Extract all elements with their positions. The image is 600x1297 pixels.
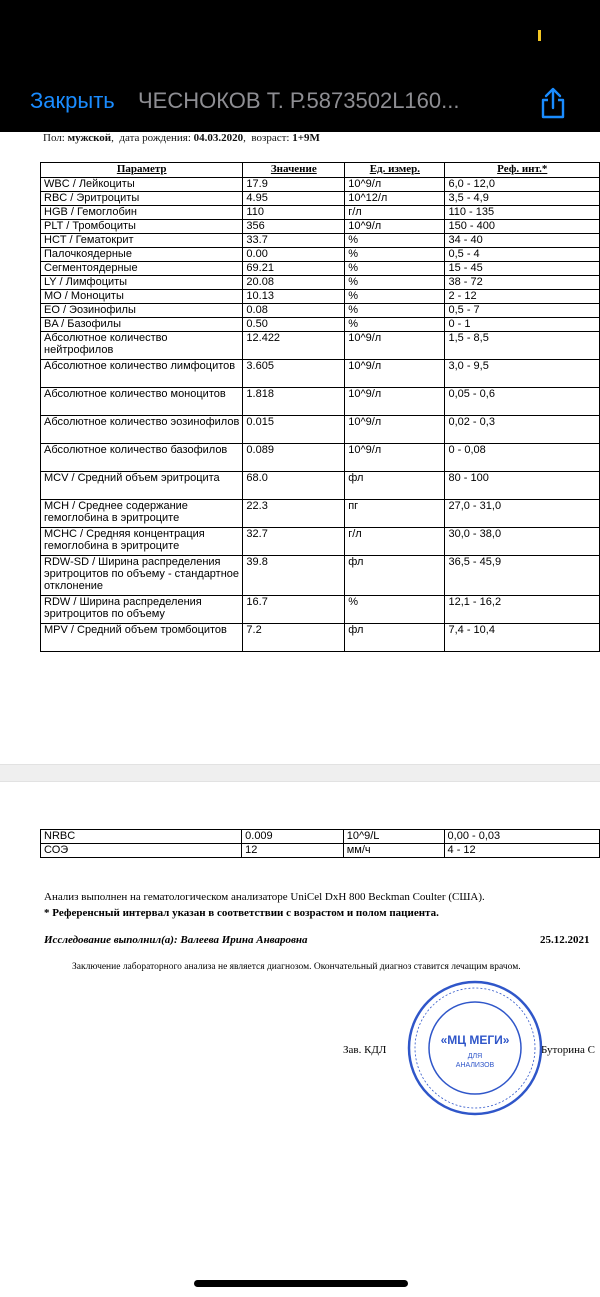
cell-value: 22.3 bbox=[243, 500, 345, 528]
table-row bbox=[41, 332, 600, 360]
cell-unit: % bbox=[345, 318, 445, 332]
home-indicator[interactable] bbox=[194, 1280, 408, 1287]
header-ref: Реф. инт.* bbox=[445, 163, 600, 178]
cell-value: 0.00 bbox=[243, 248, 345, 262]
cell-unit: % bbox=[345, 304, 445, 318]
header-value: Значение bbox=[243, 163, 345, 178]
cell-value: 4.95 bbox=[243, 192, 345, 206]
cell-param: LY / Лимфоциты bbox=[41, 276, 243, 290]
cell-value: 110 bbox=[243, 206, 345, 220]
cell-param: RDW / Ширина распределения эритроцитов по объему bbox=[41, 596, 243, 624]
table-row bbox=[41, 472, 600, 500]
table-row bbox=[41, 416, 600, 444]
cell-unit: % bbox=[345, 596, 445, 624]
document-title: ЧЕСНОКОВ Т. Р.5873502L160... bbox=[138, 88, 460, 113]
cell-unit: пг bbox=[345, 500, 445, 528]
cell-value: 16.7 bbox=[243, 596, 345, 624]
cell-unit: мм/ч bbox=[343, 844, 444, 858]
cell-param: NRBC bbox=[41, 830, 242, 844]
cell-value: 1.818 bbox=[243, 388, 345, 416]
cell-unit: % bbox=[345, 262, 445, 276]
cell-param: EO / Эозинофилы bbox=[41, 304, 243, 318]
cell-param: MCHC / Средняя концентрация гемоглобина в эритроците bbox=[41, 528, 243, 556]
cell-unit: 10^9/л bbox=[345, 388, 445, 416]
cell-unit: фл bbox=[345, 556, 445, 596]
cell-unit: 10^9/л bbox=[345, 220, 445, 234]
cell-ref: 27,0 - 31,0 bbox=[445, 500, 600, 528]
cell-param: MCH / Среднее содержание гемоглобина в эритроците bbox=[41, 500, 243, 528]
header-unit: Ед. измер. bbox=[345, 163, 445, 178]
stamp-center-text: «МЦ МЕГИ» bbox=[440, 1033, 510, 1047]
page-divider bbox=[0, 764, 600, 782]
table-row bbox=[41, 248, 600, 262]
cell-param: Абсолютное количество базофилов bbox=[41, 444, 243, 472]
cell-param: Абсолютное количество эозинофилов bbox=[41, 416, 243, 444]
table-header bbox=[41, 163, 600, 178]
cell-param: MCV / Средний объем эритроцита bbox=[41, 472, 243, 500]
cell-value: 12 bbox=[242, 844, 344, 858]
cell-unit: 10^9/л bbox=[345, 332, 445, 360]
cell-value: 0.08 bbox=[243, 304, 345, 318]
cell-ref: 0 - 0,08 bbox=[445, 444, 600, 472]
conclusion-note: Заключение лабораторного анализа не является диагнозом. Окончательный диагноз ставится лечащим врачом. bbox=[72, 962, 521, 972]
table-row bbox=[41, 290, 600, 304]
cell-param: HGB / Гемоглобин bbox=[41, 206, 243, 220]
cell-value: 33.7 bbox=[243, 234, 345, 248]
cell-ref: 0,5 - 4 bbox=[445, 248, 600, 262]
cell-value: 0.50 bbox=[243, 318, 345, 332]
cell-ref: 30,0 - 38,0 bbox=[445, 528, 600, 556]
cell-ref: 3,0 - 9,5 bbox=[445, 360, 600, 388]
status-indicator-icon bbox=[538, 30, 541, 41]
cell-param: MPV / Средний объем тромбоцитов bbox=[41, 624, 243, 652]
cell-param: MO / Моноциты bbox=[41, 290, 243, 304]
cell-value: 0.089 bbox=[243, 444, 345, 472]
table-row bbox=[41, 178, 600, 192]
cell-value: 7.2 bbox=[243, 624, 345, 652]
table-row bbox=[41, 624, 600, 652]
cell-unit: г/л bbox=[345, 528, 445, 556]
cell-unit: 10^9/L bbox=[343, 830, 444, 844]
cell-value: 10.13 bbox=[243, 290, 345, 304]
cell-param: BA / Базофилы bbox=[41, 318, 243, 332]
stamp-sub1: ДЛЯ bbox=[467, 1053, 483, 1060]
table-row bbox=[41, 830, 600, 844]
stamp-seal bbox=[405, 978, 545, 1118]
cell-value: 0.009 bbox=[242, 830, 344, 844]
analyzer-note: Анализ выполнен на гематологическом анализаторе UniCel DxH 800 Beckman Coulter (США). bbox=[44, 891, 485, 903]
close-button[interactable]: Закрыть bbox=[30, 88, 115, 113]
cell-unit: % bbox=[345, 276, 445, 290]
cell-ref: 0 - 1 bbox=[445, 318, 600, 332]
cell-unit: фл bbox=[345, 472, 445, 500]
cell-ref: 4 - 12 bbox=[444, 844, 599, 858]
head-label: Зав. КДЛ bbox=[343, 1044, 387, 1056]
cell-param: RBC / Эритроциты bbox=[41, 192, 243, 206]
cell-ref: 0,00 - 0,03 bbox=[444, 830, 599, 844]
cell-value: 20.08 bbox=[243, 276, 345, 290]
table-row bbox=[41, 234, 600, 248]
cell-ref: 0,5 - 7 bbox=[445, 304, 600, 318]
cell-ref: 36,5 - 45,9 bbox=[445, 556, 600, 596]
cell-ref: 0,02 - 0,3 bbox=[445, 416, 600, 444]
cell-unit: 10^9/л bbox=[345, 444, 445, 472]
cell-unit: % bbox=[345, 248, 445, 262]
report-date: 25.12.2021 bbox=[540, 934, 590, 946]
cell-param: PLT / Тромбоциты bbox=[41, 220, 243, 234]
cell-param: СОЭ bbox=[41, 844, 242, 858]
cell-unit: 10^9/л bbox=[345, 416, 445, 444]
cell-unit: г/л bbox=[345, 206, 445, 220]
extra-results-table bbox=[40, 829, 600, 858]
share-icon[interactable] bbox=[536, 86, 570, 120]
cell-param: HCT / Гематокрит bbox=[41, 234, 243, 248]
table-row bbox=[41, 276, 600, 290]
table-row bbox=[41, 262, 600, 276]
cell-unit: 10^12/л bbox=[345, 192, 445, 206]
patient-dob: 04.03.2020 bbox=[193, 132, 244, 144]
cell-unit: 10^9/л bbox=[345, 178, 445, 192]
patient-info: Пол: мужской, дата рождения: 04.03.2020, возраст: 1+9М bbox=[43, 132, 320, 144]
status-bar bbox=[0, 0, 600, 74]
table-row bbox=[41, 192, 600, 206]
table-row bbox=[41, 500, 600, 528]
cell-param: RDW-SD / Ширина распределения эритроцитов по объему - стандартное отклонение bbox=[41, 556, 243, 596]
table-row bbox=[41, 388, 600, 416]
cell-value: 32.7 bbox=[243, 528, 345, 556]
cell-ref: 6,0 - 12,0 bbox=[445, 178, 600, 192]
cell-unit: 10^9/л bbox=[345, 360, 445, 388]
cell-ref: 150 - 400 bbox=[445, 220, 600, 234]
cell-ref: 12,1 - 16,2 bbox=[445, 596, 600, 624]
head-name: Буторина С bbox=[541, 1044, 595, 1056]
table-row bbox=[41, 844, 600, 858]
stamp-sub2: АНАЛИЗОВ bbox=[455, 1062, 495, 1069]
patient-age: 1+9М bbox=[292, 132, 320, 144]
cell-ref: 80 - 100 bbox=[445, 472, 600, 500]
cell-ref: 15 - 45 bbox=[445, 262, 600, 276]
cell-value: 68.0 bbox=[243, 472, 345, 500]
header-param: Параметр bbox=[41, 163, 243, 178]
table-row bbox=[41, 528, 600, 556]
reference-note: * Референсный интервал указан в соответствии с возрастом и полом пациента. bbox=[44, 907, 439, 919]
cell-unit: фл bbox=[345, 624, 445, 652]
cell-value: 0.015 bbox=[243, 416, 345, 444]
table-row bbox=[41, 206, 600, 220]
cell-value: 69.21 bbox=[243, 262, 345, 276]
performer: Исследование выполнил(а): Валеева Ирина Анваровна bbox=[44, 934, 308, 946]
table-row bbox=[41, 444, 600, 472]
cell-param: Абсолютное количество лимфоцитов bbox=[41, 360, 243, 388]
cell-param: WBC / Лейкоциты bbox=[41, 178, 243, 192]
cell-param: Абсолютное количество моноцитов bbox=[41, 388, 243, 416]
cell-ref: 3,5 - 4,9 bbox=[445, 192, 600, 206]
table-row bbox=[41, 556, 600, 596]
cell-unit: % bbox=[345, 234, 445, 248]
cell-value: 17.9 bbox=[243, 178, 345, 192]
results-table bbox=[40, 162, 600, 652]
table-row bbox=[41, 318, 600, 332]
cell-ref: 2 - 12 bbox=[445, 290, 600, 304]
table-row bbox=[41, 220, 600, 234]
cell-unit: % bbox=[345, 290, 445, 304]
cell-ref: 38 - 72 bbox=[445, 276, 600, 290]
cell-value: 3.605 bbox=[243, 360, 345, 388]
viewer-navbar bbox=[0, 74, 600, 132]
patient-sex: мужской bbox=[67, 132, 112, 144]
cell-value: 356 bbox=[243, 220, 345, 234]
cell-value: 12.422 bbox=[243, 332, 345, 360]
cell-ref: 7,4 - 10,4 bbox=[445, 624, 600, 652]
cell-ref: 1,5 - 8,5 bbox=[445, 332, 600, 360]
table-row bbox=[41, 360, 600, 388]
cell-ref: 110 - 135 bbox=[445, 206, 600, 220]
cell-ref: 0,05 - 0,6 bbox=[445, 388, 600, 416]
table-row bbox=[41, 596, 600, 624]
cell-param: Сегментоядерные bbox=[41, 262, 243, 276]
cell-param: Абсолютное количество нейтрофилов bbox=[41, 332, 243, 360]
table-row bbox=[41, 304, 600, 318]
cell-ref: 34 - 40 bbox=[445, 234, 600, 248]
cell-param: Палочкоядерные bbox=[41, 248, 243, 262]
cell-value: 39.8 bbox=[243, 556, 345, 596]
